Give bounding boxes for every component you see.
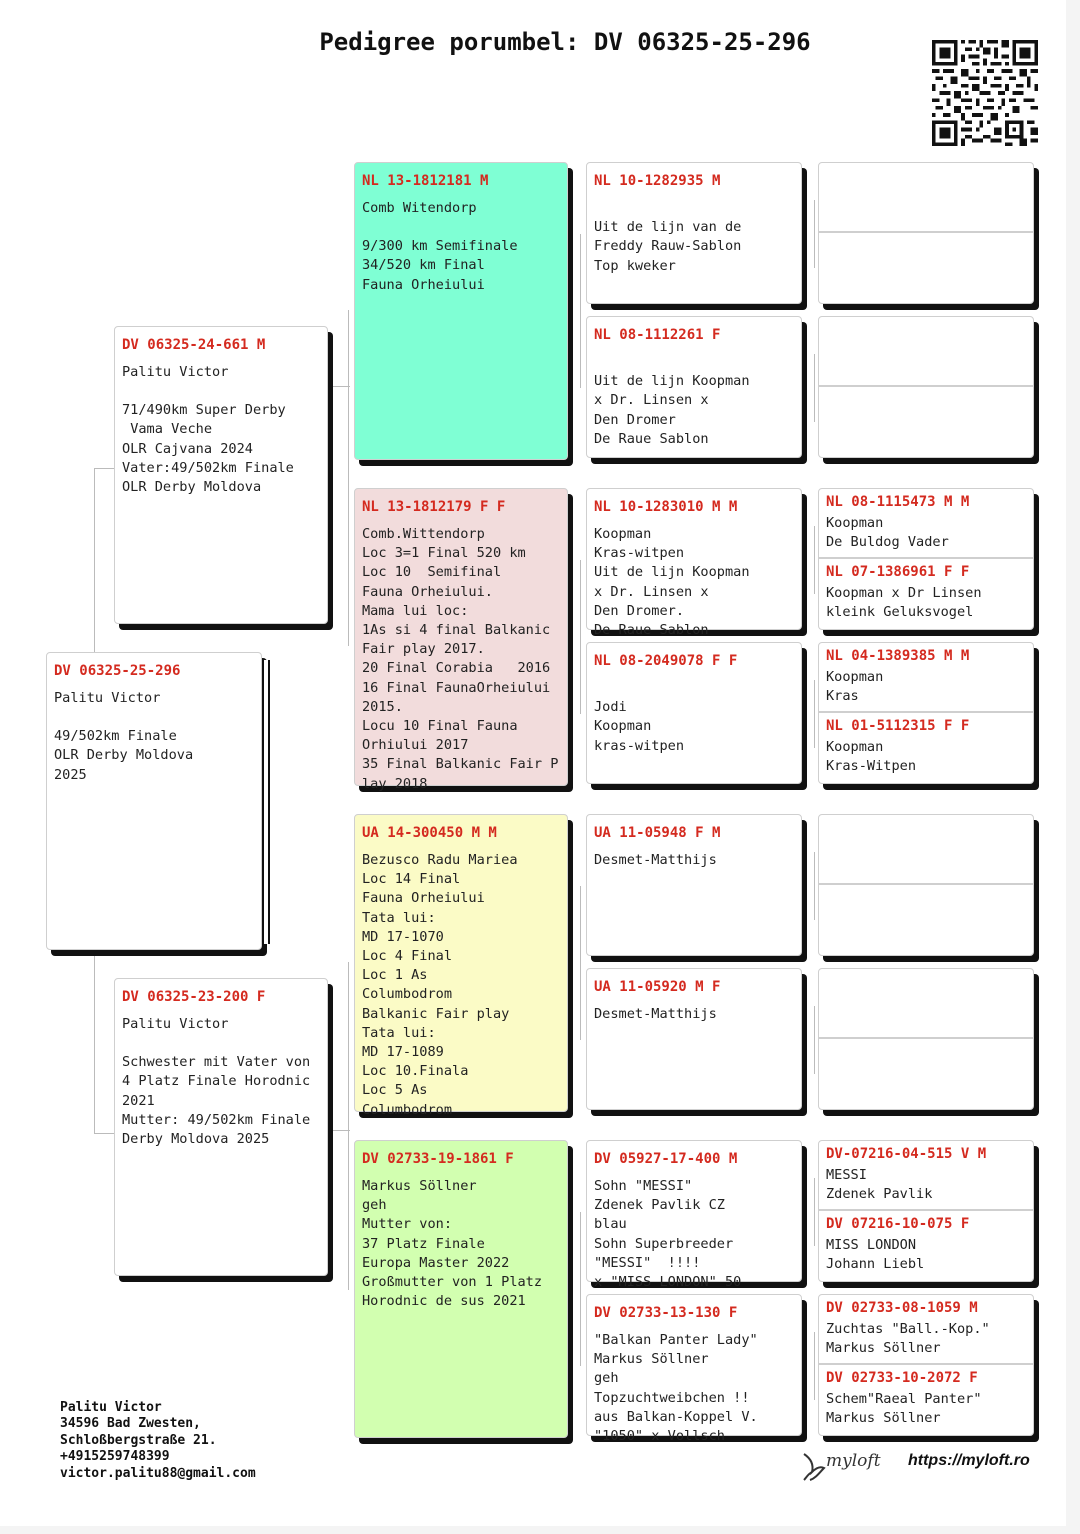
- subject-card[interactable]: [46, 652, 262, 950]
- gen4-card-1[interactable]: [586, 162, 802, 304]
- gen5-entry[interactable]: [819, 1039, 1033, 1109]
- website-link[interactable]: https://myloft.ro: [908, 1452, 1030, 1469]
- gen3-card-2[interactable]: [354, 488, 568, 792]
- myloft-logo: myloft: [826, 1451, 881, 1471]
- gen5-box-6: [818, 968, 1034, 1110]
- gen4-notes-4: Jodi Koopman kras-witpen: [594, 699, 685, 754]
- gen3-notes-3: Bezusco Radu Mariea Loc 14 Final Fauna Orheiului Tata lui: MD 17-1070 Loc 4 Final Loc 1 As Columbodrom Balkanic Fair play Tata lui: MD 17-1089 Loc 10.Finala Loc 5 As Columbodrom: [362, 852, 518, 1118]
- gen4-notes-6: Desmet-Matthijs: [594, 1006, 717, 1022]
- gen4-card-7[interactable]: [586, 1140, 802, 1291]
- gen4-ring-4: NL 08-2049078 F F: [594, 653, 738, 669]
- gen5-entry[interactable]: DV 02733-08-1059 M Zuchtas "Ball.-Kop." Markus Söllner: [819, 1295, 1033, 1365]
- gen5-box-8: [818, 1294, 1034, 1436]
- gen4-notes-8: "Balkan Panter Lady" Markus Söllner geh Topzuchtweibchen !! aus Balkan-Koppel V. "1050" x Vollsch: [594, 1332, 758, 1445]
- gen4-card-5[interactable]: [586, 814, 802, 956]
- gen5-box-2: [818, 316, 1034, 458]
- gen5-entry[interactable]: [819, 969, 1033, 1039]
- gen3-owner-1: Comb Witendorp: [362, 200, 477, 216]
- gen5-entry[interactable]: NL 04-1389385 M M Koopman Kras: [819, 643, 1033, 713]
- gen4-card-6[interactable]: [586, 968, 802, 1110]
- gen4-card-8[interactable]: [586, 1294, 802, 1445]
- gen4-ring-1: NL 10-1282935 M: [594, 173, 721, 189]
- sire-notes: 71/490km Super Derby Vama Veche OLR Cajvana 2024 Vater:49/502km Finale OLR Derby Moldova: [122, 402, 294, 496]
- subject-owner: Palitu Victor: [54, 690, 161, 706]
- gen3-notes-2: Comb.Wittendorp Loc 3=1 Final 520 km Loc 10 Semifinal Fauna Orheiului. Mama lui loc: 1As si 4 final Balkanic Fair play 2017. 20 Final Corabia 2016 16 Final FaunaOrheiului 2015. Locu 10 Final Fauna Orhiului 2017 35 Final Balkanic Fair P lay 2018: [362, 526, 559, 792]
- gen4-notes-2: Uit de lijn Koopman x Dr. Linsen x Den Dromer De Raue Sablon: [594, 373, 750, 447]
- gen3-notes-4: Markus Söllner geh Mutter von: 37 Platz Finale Europa Master 2022 Großmutter von 1 Platz Horodnic de sus 2021: [362, 1178, 543, 1310]
- gen3-ring-3: UA 14-300450 M M: [362, 825, 497, 841]
- gen5-box-7: [818, 1140, 1034, 1282]
- dam-card[interactable]: [114, 978, 328, 1276]
- gen5-entry[interactable]: [819, 387, 1033, 457]
- subject-card-edge: [262, 660, 270, 944]
- gen3-card-4[interactable]: [354, 1140, 568, 1438]
- sire-card[interactable]: [114, 326, 328, 624]
- gen3-card-1[interactable]: [354, 162, 568, 460]
- gen5-entry[interactable]: [819, 885, 1033, 955]
- gen5-box-4: [818, 642, 1034, 784]
- sire-owner: Palitu Victor: [122, 364, 229, 380]
- gen3-ring-2: NL 13-1812179 F F: [362, 499, 506, 515]
- gen5-entry[interactable]: DV 02733-10-2072 F Schem"Raeal Panter" Markus Söllner: [826, 1370, 982, 1427]
- gen3-ring-4: DV 02733-19-1861 F: [362, 1151, 514, 1167]
- gen4-card-2[interactable]: [586, 316, 802, 458]
- gen5-box-3: [818, 488, 1034, 630]
- sire-ring: DV 06325-24-661 M: [122, 337, 266, 353]
- subject-ring: DV 06325-25-296: [54, 663, 181, 679]
- gen4-card-4[interactable]: [586, 642, 802, 784]
- gen4-ring-2: NL 08-1112261 F: [594, 327, 721, 343]
- gen4-card-3[interactable]: [586, 488, 802, 639]
- gen5-box-1: [818, 162, 1034, 304]
- gen5-entry[interactable]: [819, 815, 1033, 885]
- qr-code-icon: [932, 40, 1038, 146]
- dam-notes: Schwester mit Vater von 4 Platz Finale Horodnic 2021 Mutter: 49/502km Finale Derby Moldova 2025: [122, 1054, 311, 1148]
- gen5-entry[interactable]: DV-07216-04-515 V M MESSI Zdenek Pavlik: [819, 1141, 1033, 1211]
- gen4-ring-7: DV 05927-17-400 M: [594, 1151, 738, 1167]
- gen3-ring-1: NL 13-1812181 M: [362, 173, 489, 189]
- gen5-entry[interactable]: DV 07216-10-075 F MISS LONDON Johann Liebl: [826, 1216, 970, 1273]
- gen5-entry[interactable]: NL 07-1386961 F F Koopman x Dr Linsen kleink Geluksvogel: [826, 564, 982, 621]
- gen5-entry[interactable]: NL 08-1115473 M M Koopman De Buldog Vader: [819, 489, 1033, 559]
- gen4-ring-5: UA 11-05948 F M: [594, 825, 721, 841]
- gen5-entry[interactable]: [819, 233, 1033, 303]
- gen5-entry[interactable]: [819, 317, 1033, 387]
- gen4-notes-1: Uit de lijn van de Freddy Rauw-Sablon Top kweker: [594, 219, 742, 274]
- page-title: Pedigree porumbel: DV 06325-25-296: [319, 28, 811, 56]
- gen3-notes-1: 9/300 km Semifinale 34/520 km Final Fauna Orheiului: [362, 238, 518, 293]
- owner-address: Palitu Victor 34596 Bad Zwesten, Schloßbergstraße 21. +4915259748399 victor.palitu88@gmail.com: [60, 1400, 256, 1481]
- gen4-notes-7: Sohn "MESSI" Zdenek Pavlik CZ blau Sohn Superbreeder "MESSI" !!!! x "MISS LONDON" 50: [594, 1178, 742, 1291]
- gen3-card-3[interactable]: [354, 814, 568, 1118]
- gen4-ring-3: NL 10-1283010 M M: [594, 499, 738, 515]
- gen5-entry[interactable]: [819, 163, 1033, 233]
- subject-notes: 49/502km Finale OLR Derby Moldova 2025: [54, 728, 194, 783]
- gen4-ring-6: UA 11-05920 M F: [594, 979, 721, 995]
- dam-ring: DV 06325-23-200 F: [122, 989, 266, 1005]
- gen4-notes-5: Desmet-Matthijs: [594, 852, 717, 868]
- gen4-notes-3: Koopman Kras-witpen Uit de lijn Koopman x Dr. Linsen x Den Dromer. De Raue Sablon: [594, 526, 750, 639]
- dam-owner: Palitu Victor: [122, 1016, 229, 1032]
- gen5-entry[interactable]: NL 01-5112315 F F Koopman Kras-Witpen: [826, 718, 970, 775]
- gen5-box-5: [818, 814, 1034, 956]
- gen4-ring-8: DV 02733-13-130 F: [594, 1305, 738, 1321]
